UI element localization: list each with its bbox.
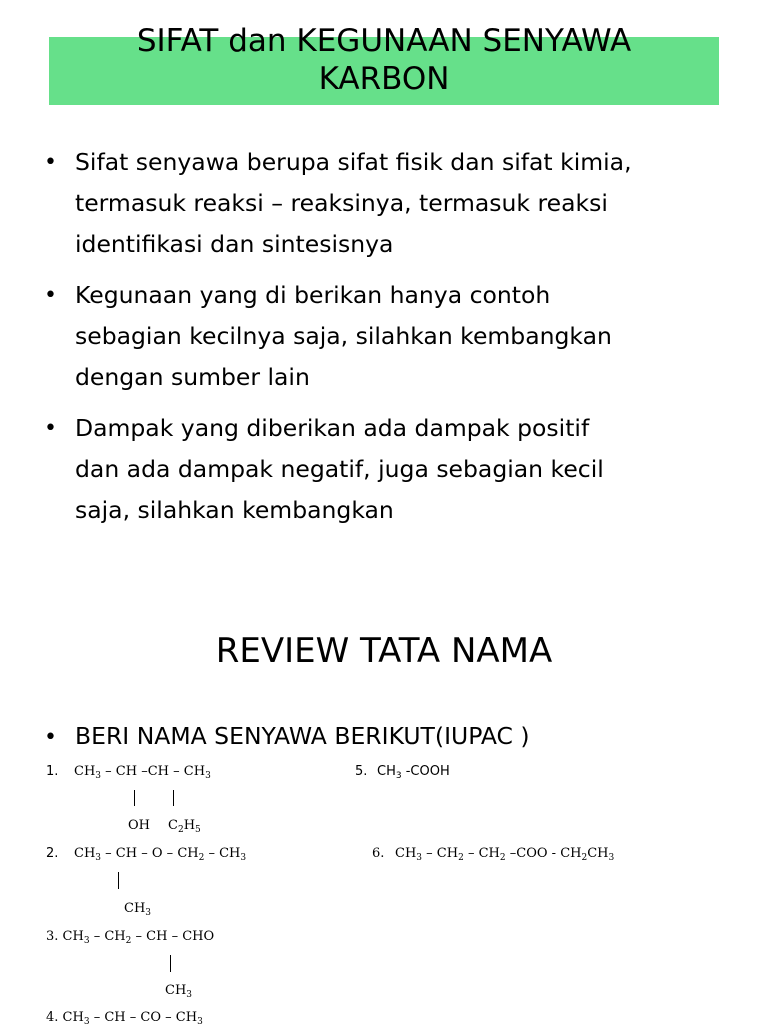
formula-1: $CH_3$ – CH $-CH - CH_3$ (74, 764, 211, 781)
formula-1-substituent: $C_2H_5$ (168, 818, 201, 835)
formula-4: 4. $CH_3$ – CH – CO – $CH_3$ (46, 1010, 203, 1027)
bullet-line: Dampak yang diberikan ada dampak positif (75, 414, 590, 442)
bullet-glyph: • (44, 725, 57, 750)
formula-number: 2. (46, 846, 59, 861)
formula-5: $CH_3$ -COOH (377, 764, 450, 781)
title-line-1: SIFAT dan KEGUNAAN SENYAWA (136, 23, 632, 59)
bullet-line: identifikasi dan sintesisnya (75, 230, 394, 258)
formula-3-substituent: $CH_3$ (165, 983, 193, 1000)
formula-3: 3. $CH_3 - CH_2$ – CH – CHO (46, 929, 215, 946)
formula-2-substituent: $CH_3$ (124, 901, 152, 918)
bullet-glyph: • (44, 416, 57, 441)
bullet-line: dengan sumber lain (75, 363, 310, 391)
formula-1-substituent: OH (128, 818, 150, 833)
task-text: BERI NAMA SENYAWA BERIKUT(IUPAC ) (75, 722, 530, 750)
bullet-glyph: • (44, 150, 57, 175)
bullet-line: sebagian kecilnya saja, silahkan kembangkan (75, 322, 612, 350)
bullet-glyph: • (44, 283, 57, 308)
slide-2 (0, 560, 768, 1027)
bond-line (170, 955, 171, 972)
task-bullet (44, 717, 530, 757)
bullet-line: dan ada dampak negatif, juga sebagian kecil (75, 455, 604, 483)
bond-line (134, 790, 135, 806)
bullet-item (44, 275, 734, 398)
bullet-line: saja, silahkan kembangkan (75, 496, 394, 524)
bullet-item (44, 142, 734, 265)
bullet-line: Sifat senyawa berupa sifat fisik dan sifat kimia, (75, 148, 632, 176)
slide-title (0, 22, 768, 98)
bond-line (173, 790, 174, 806)
formula-number: 5. (355, 764, 368, 779)
bullet-item (44, 408, 734, 531)
bond-line (118, 872, 119, 889)
bullet-line: termasuk reaksi – reaksinya, termasuk reaksi (75, 189, 608, 217)
section-heading: REVIEW TATA NAMA (215, 631, 553, 671)
formula-number: 1. (46, 764, 59, 779)
bullet-line: Kegunaan yang di berikan hanya contoh (75, 281, 551, 309)
formula-number: 6. (372, 846, 385, 861)
bullet-list (44, 142, 734, 541)
title-line-2: KARBON (318, 61, 450, 97)
formula-2: $CH_3$ – CH – O – $CH_2 - CH_3$ (74, 846, 247, 863)
formula-6: $CH_3 - CH_2 - CH_2$ $-COO - CH_2CH_3$ (395, 846, 615, 863)
